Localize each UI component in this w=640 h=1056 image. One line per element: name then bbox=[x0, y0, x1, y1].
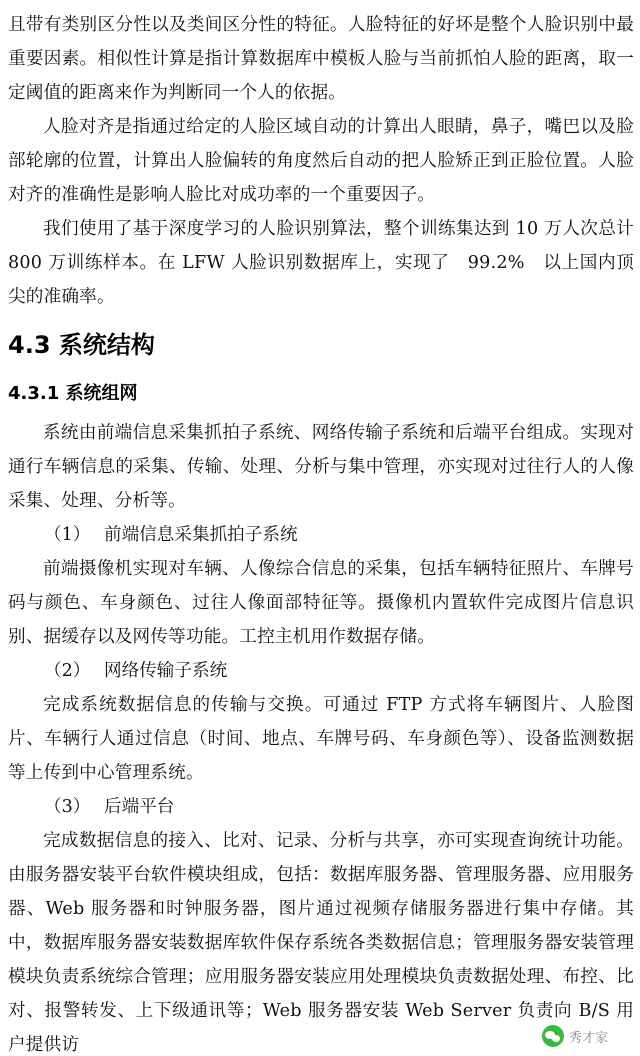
list-item-label: 后端平台 bbox=[104, 797, 175, 817]
watermark bbox=[540, 1022, 614, 1050]
list-item-number: （1） bbox=[44, 525, 91, 545]
paragraph-frontend: 前端摄像机实现对车辆、人像综合信息的采集，包括车辆特征照片、车牌号码与颜色、车身颜色、过往人像面部特征等。摄像机内置软件完成图片信息识别、据缓存以及网传等功能。工控主机用作数据存储。 bbox=[8, 559, 634, 647]
paragraph-network: 完成系统数据信息的传输与交换。可通过 FTP 方式将车辆图片、人脸图片、车辆行人通过信息（时间、地点、车牌号码、车身颜色等）、设备监测数据等上传到中心管理系统。 bbox=[8, 695, 634, 783]
list-item-frontend bbox=[44, 518, 298, 552]
paragraph-deep-learning: 我们使用了基于深度学习的人脸识别算法，整个训练集达到 10 万人次总计 800 万训练样本。在 LFW 人脸识别数据库上，实现了 99.2% 以上国内顶尖的准确率。 bbox=[8, 219, 634, 307]
wechat-icon bbox=[542, 1025, 564, 1047]
paragraph-face-features: 且带有类别区分性以及类间区分性的特征。人脸特征的好坏是整个人脸识别中最重要因素。相似性计算是指计算数据库中模板人脸与当前抓怕人脸的距离，取一定阈值的距离来作为判断同一个人的依据。 bbox=[8, 15, 634, 103]
list-item-backend bbox=[44, 790, 174, 824]
section-heading: 4.3 系统结构 bbox=[8, 331, 155, 359]
paragraph-backend: 完成数据信息的接入、比对、记录、分析与共享，亦可实现查询统计功能。由服务器安装平台软件模块组成，包括：数据库服务器、管理服务器、应用服务器、Web 服务器和时钟服务器，图片通过视频存储服务器进行集中存储。其中，数据库服务器安装数据库软件保存系统各类数据信息；管理服务器安装管理模块负责系统综合管理；应用服务器安装应用处理模块负责数据处理、布控、比对、报警转发、上下级通讯等；Web 服务器安装 Web Server 负责向 B/S 用户提供访 bbox=[8, 831, 634, 1055]
list-item-label: 前端信息采集抓拍子系统 bbox=[104, 525, 298, 545]
watermark-text: 秀才家 bbox=[569, 1030, 609, 1046]
list-item-label: 网络传输子系统 bbox=[104, 661, 228, 681]
paragraph-system-overview: 系统由前端信息采集抓拍子系统、网络传输子系统和后端平台组成。实现对通行车辆信息的采集、传输、处理、分析与集中管理，亦实现对过往行人的人像采集、处理、分析等。 bbox=[8, 423, 634, 511]
list-item-number: （3） bbox=[44, 797, 91, 817]
list-item-number: （2） bbox=[44, 661, 91, 681]
subsection-heading: 4.3.1 系统组网 bbox=[8, 383, 138, 404]
list-item-network bbox=[44, 654, 227, 688]
paragraph-face-alignment: 人脸对齐是指通过给定的人脸区域自动的计算出人眼睛，鼻子，嘴巴以及脸部轮廓的位置，计算出人脸偏转的角度然后自动的把人脸矫正到正脸位置。人脸对齐的准确性是影响人脸比对成功率的一个重要因子。 bbox=[8, 117, 634, 205]
